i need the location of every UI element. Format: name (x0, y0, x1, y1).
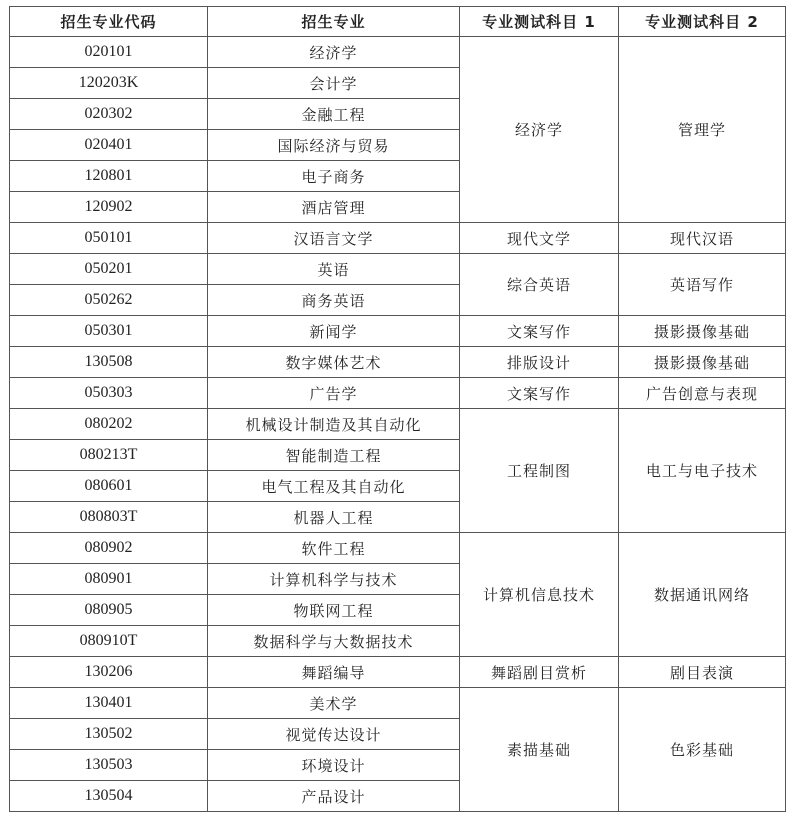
test-subject-2-cell: 管理学 (619, 37, 786, 223)
major-code-cell: 130508 (10, 347, 208, 378)
test-subject-2-cell: 摄影摄像基础 (619, 347, 786, 378)
major-code-cell: 080202 (10, 409, 208, 440)
major-name-cell: 舞蹈编导 (208, 657, 460, 688)
header-major-code: 招生专业代码 (10, 7, 208, 37)
major-code-cell: 130504 (10, 781, 208, 812)
major-name-cell: 会计学 (208, 68, 460, 99)
table-row (10, 37, 786, 68)
major-code-cell: 020401 (10, 130, 208, 161)
major-code-cell: 020101 (10, 37, 208, 68)
header-test-subject-1: 专业测试科目 1 (460, 7, 619, 37)
major-name-cell: 酒店管理 (208, 192, 460, 223)
table-body (10, 37, 786, 812)
major-name-cell: 数字媒体艺术 (208, 347, 460, 378)
major-code-cell: 050262 (10, 285, 208, 316)
table-row (10, 688, 786, 719)
major-code-cell: 130502 (10, 719, 208, 750)
major-code-cell: 080803T (10, 502, 208, 533)
table-row (10, 657, 786, 688)
major-code-cell: 050101 (10, 223, 208, 254)
major-name-cell: 广告学 (208, 378, 460, 409)
test-subject-1-cell: 经济学 (460, 37, 619, 223)
major-code-cell: 120203K (10, 68, 208, 99)
major-name-cell: 金融工程 (208, 99, 460, 130)
admissions-table-container (9, 6, 786, 812)
major-name-cell: 软件工程 (208, 533, 460, 564)
major-name-cell: 数据科学与大数据技术 (208, 626, 460, 657)
header-row (10, 7, 786, 37)
major-code-cell: 080902 (10, 533, 208, 564)
major-name-cell: 电子商务 (208, 161, 460, 192)
test-subject-2-cell: 英语写作 (619, 254, 786, 316)
test-subject-1-cell: 现代文学 (460, 223, 619, 254)
major-name-cell: 环境设计 (208, 750, 460, 781)
header-major-name: 招生专业 (208, 7, 460, 37)
major-code-cell: 080213T (10, 440, 208, 471)
admissions-table (9, 6, 786, 812)
major-name-cell: 视觉传达设计 (208, 719, 460, 750)
major-name-cell: 电气工程及其自动化 (208, 471, 460, 502)
table-row (10, 378, 786, 409)
major-code-cell: 050301 (10, 316, 208, 347)
major-name-cell: 计算机科学与技术 (208, 564, 460, 595)
test-subject-2-cell: 数据通讯网络 (619, 533, 786, 657)
table-row (10, 533, 786, 564)
test-subject-2-cell: 现代汉语 (619, 223, 786, 254)
major-name-cell: 机械设计制造及其自动化 (208, 409, 460, 440)
table-row (10, 409, 786, 440)
major-code-cell: 080910T (10, 626, 208, 657)
major-code-cell: 120801 (10, 161, 208, 192)
major-code-cell: 050201 (10, 254, 208, 285)
table-row (10, 347, 786, 378)
major-code-cell: 130206 (10, 657, 208, 688)
test-subject-1-cell: 工程制图 (460, 409, 619, 533)
major-code-cell: 020302 (10, 99, 208, 130)
test-subject-2-cell: 电工与电子技术 (619, 409, 786, 533)
major-name-cell: 新闻学 (208, 316, 460, 347)
table-row (10, 316, 786, 347)
table-row (10, 254, 786, 285)
test-subject-1-cell: 文案写作 (460, 316, 619, 347)
test-subject-1-cell: 排版设计 (460, 347, 619, 378)
major-name-cell: 智能制造工程 (208, 440, 460, 471)
major-code-cell: 050303 (10, 378, 208, 409)
major-code-cell: 080901 (10, 564, 208, 595)
major-name-cell: 物联网工程 (208, 595, 460, 626)
table-row (10, 223, 786, 254)
test-subject-2-cell: 剧目表演 (619, 657, 786, 688)
test-subject-2-cell: 色彩基础 (619, 688, 786, 812)
major-code-cell: 080601 (10, 471, 208, 502)
major-code-cell: 130503 (10, 750, 208, 781)
header-test-subject-2: 专业测试科目 2 (619, 7, 786, 37)
major-name-cell: 美术学 (208, 688, 460, 719)
major-name-cell: 英语 (208, 254, 460, 285)
major-name-cell: 国际经济与贸易 (208, 130, 460, 161)
major-name-cell: 汉语言文学 (208, 223, 460, 254)
test-subject-1-cell: 素描基础 (460, 688, 619, 812)
major-code-cell: 080905 (10, 595, 208, 626)
test-subject-2-cell: 摄影摄像基础 (619, 316, 786, 347)
major-name-cell: 经济学 (208, 37, 460, 68)
test-subject-1-cell: 舞蹈剧目赏析 (460, 657, 619, 688)
major-name-cell: 产品设计 (208, 781, 460, 812)
test-subject-1-cell: 综合英语 (460, 254, 619, 316)
major-name-cell: 机器人工程 (208, 502, 460, 533)
test-subject-1-cell: 文案写作 (460, 378, 619, 409)
major-code-cell: 120902 (10, 192, 208, 223)
test-subject-1-cell: 计算机信息技术 (460, 533, 619, 657)
test-subject-2-cell: 广告创意与表现 (619, 378, 786, 409)
major-code-cell: 130401 (10, 688, 208, 719)
major-name-cell: 商务英语 (208, 285, 460, 316)
